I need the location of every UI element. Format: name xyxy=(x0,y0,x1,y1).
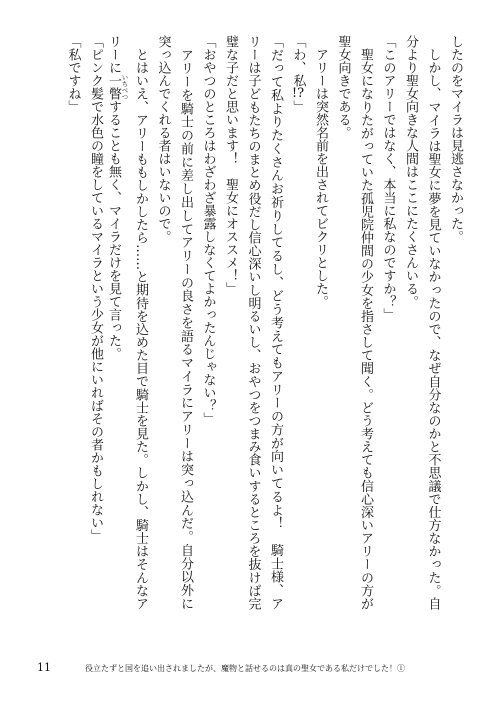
text-column: アリーを騎士の前に差し出してアリーの良さを語るマイラにアリーは突っ込んだ。自分以外に xyxy=(178,35,193,610)
text-column: 璧な子だと思います！ 聖女にオススメ！」 xyxy=(223,35,238,295)
text-column: しかし、マイラは聖女に夢を見ていなかったので、なぜ自分なのかと不思議で仕方なかった。自 xyxy=(425,35,441,610)
text-column: 聖女向きである。 xyxy=(335,35,351,139)
text-column: 「だって私よりたくさんお祈りしてるし、どう考えてもアリーの方が向いてるよ！ 騎士様、ア xyxy=(268,35,283,610)
text-column: 「このアリーではなく、本当に私なのですか？」 xyxy=(380,35,396,321)
text-segment: 」 xyxy=(290,100,306,113)
text-column: 「ピンク髪で水色の瞳をしているマイラという少女が他にいればその者かもしれない」 xyxy=(88,35,103,542)
furigana-ruby xyxy=(106,74,129,100)
text-column: 分より聖女向きな人間はここにたくさんいる。 xyxy=(403,35,418,308)
text-column: したのをマイラは見逃さなかった。 xyxy=(448,35,463,243)
ruby-base: 一瞥 xyxy=(106,74,121,100)
text-column: 「おやつのところはわざわざ暴露しなくてよかったんじゃない？」 xyxy=(200,35,216,425)
text-segment: することも無く、マイラだけを見て言った。 xyxy=(106,100,121,360)
text-segment: 「わ、私 xyxy=(290,35,306,87)
page-number: 11 xyxy=(37,661,51,674)
body-text xyxy=(61,35,466,610)
text-column: リーは子どもたちのまとめ役だし信心深いし明るいし、おやつをつまみ食いするところを抜けば完 xyxy=(245,35,261,610)
text-segment: リーに xyxy=(106,35,121,74)
text-column: アリーは突然名前を出されてビクリとした。 xyxy=(313,35,328,308)
text-column: 聖女になりたがっていた孤児院仲間の少女を指さして聞く。どう考えても信心深いアリーの方が xyxy=(358,35,373,610)
tate-chu-yoko: !? xyxy=(291,87,305,100)
running-title: 役立たずと国を追い出されましたが、魔物と話せるのは真の聖女である私だけでした！① xyxy=(85,664,405,673)
text-column xyxy=(286,35,309,610)
furigana-text: いちべつ xyxy=(120,74,129,100)
text-column: 突っ込んでくれる者はいないので。 xyxy=(155,35,171,243)
text-column xyxy=(106,35,129,610)
text-column: とはいえ、アリーももしかしたら……と期待を込めた目で騎士を見た。しかし、騎士はそんなア xyxy=(133,35,148,610)
text-column: 「私ですね」 xyxy=(65,35,81,113)
